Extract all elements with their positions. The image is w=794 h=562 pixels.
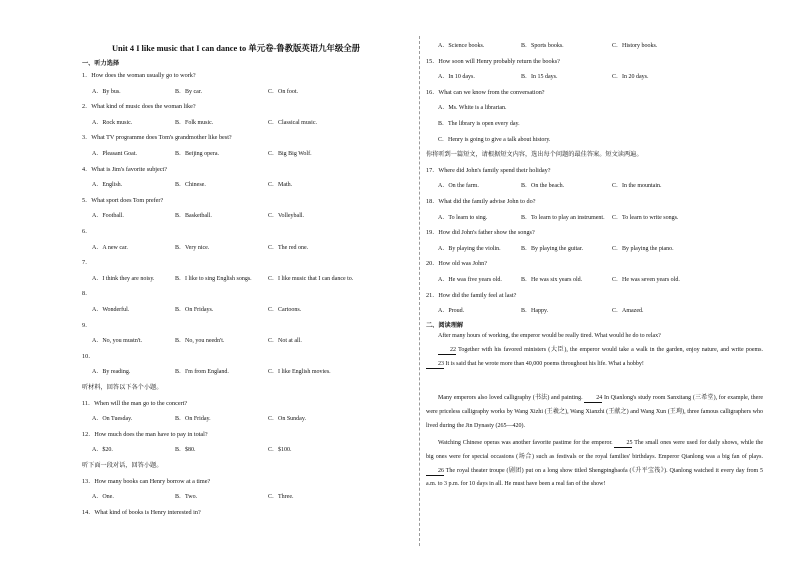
answer-option: A．Wonderful. bbox=[92, 307, 130, 313]
question-text: 19．How did John's father show the songs? bbox=[426, 229, 535, 237]
passage-p4c: The royal theater troupe (剧团) put on a long show titled Shengpingbaofa (《升平宝筏》). Qianlong watched it every day from 5 a.m. to 3 p.m. for 10 days in all. He must have been a real fan of the show! bbox=[426, 467, 763, 488]
question-text: 17．Where did John's family spend their holiday? bbox=[426, 166, 551, 174]
answer-option: A．On Tuesday. bbox=[92, 416, 133, 423]
answer-option: C．$100. bbox=[268, 447, 292, 454]
question-text: 16．What can we know from the conversation? bbox=[426, 88, 545, 96]
passage-p3a: Many emperors also loved calligraphy (书法) and painting. bbox=[438, 395, 585, 401]
answer-option: A．Rock music. bbox=[92, 119, 133, 126]
answer-option: A．By playing the violin. bbox=[438, 245, 501, 252]
instruction-text: 你将听到一篇短文，请根据短文内容，选出每个问题的最佳答案。短文读两遍。 bbox=[426, 151, 643, 159]
answer-option: C．Amazed. bbox=[612, 308, 644, 315]
instruction-text: 听材料，回答以下各个小题。 bbox=[82, 384, 163, 391]
answer-option: C．In 20 days. bbox=[612, 74, 649, 81]
answer-option: C．On Sunday. bbox=[268, 416, 306, 423]
answer-option: A．Pleasant Goat. bbox=[92, 151, 137, 157]
answer-option: A．No, you mustn't. bbox=[92, 338, 143, 345]
answer-option: C．On foot. bbox=[268, 88, 299, 95]
question-text: 12．How much does the man have to pay in total? bbox=[82, 430, 208, 438]
passage-p3 bbox=[426, 392, 763, 433]
question-text: 6． bbox=[82, 228, 92, 235]
answer-option: A．Ms. White is a librarian. bbox=[438, 105, 507, 112]
question-text: 2．What kind of music does the woman like? bbox=[82, 103, 196, 111]
answer-option: A．$20. bbox=[92, 447, 113, 454]
question-text: 9． bbox=[82, 321, 92, 329]
answer-option: C．The red one. bbox=[268, 244, 309, 251]
answer-option: A．He was five years old. bbox=[438, 277, 502, 283]
passage-p4b: The small ones were used for daily shows, while the big ones were for special occasions (场合) such as festivals or the royal families' birthdays. Emperor Qianlong was a big fan of plays. bbox=[426, 440, 763, 460]
answer-option: A．By reading. bbox=[92, 369, 131, 376]
question-text: 3．What TV programme does Tom's grandmother like best? bbox=[82, 134, 232, 142]
answer-option: B．I'm from England. bbox=[175, 369, 229, 376]
question-text: 7． bbox=[82, 259, 92, 267]
answer-option: B．Two. bbox=[175, 494, 198, 501]
question-text: 11．When will the man go to the concert? bbox=[82, 399, 188, 407]
answer-option: B．Beijing opera. bbox=[175, 151, 219, 157]
answer-option: C．Math. bbox=[268, 182, 293, 189]
blank-25: 25 bbox=[614, 440, 632, 448]
passage-p1-text: After many hours of working, the emperor would be really tired. What would he do to relax? bbox=[438, 333, 661, 339]
answer-option: C．By playing the piano. bbox=[612, 245, 674, 252]
blank-26: 26 bbox=[426, 468, 444, 476]
question-text: 14．What kind of books is Henry interested in? bbox=[82, 508, 201, 516]
answer-option: C．He was seven years old. bbox=[612, 277, 680, 283]
question-text: 18．What did the family advise John to do? bbox=[426, 198, 536, 205]
answer-option: C．Volleyball. bbox=[268, 213, 305, 220]
answer-option: A．I think they are noisy. bbox=[92, 275, 155, 282]
passage-p4a: Watching Chinese operas was another favorite pastime for the emperor. bbox=[438, 440, 615, 446]
answer-option: C．I like English movies. bbox=[268, 369, 331, 376]
answer-option: C．Big Big Wolf. bbox=[268, 151, 312, 157]
question-text: 15．How soon will Henry probably return the books? bbox=[426, 57, 560, 65]
passage-p4 bbox=[426, 437, 763, 492]
answer-option: B．Happy. bbox=[521, 308, 549, 315]
answer-option: C．Classical music. bbox=[268, 119, 317, 126]
passage-p2a: Together with his favored ministers (大臣), the emperor would take a walk in the garden, enjoy nature, and write poems. bbox=[456, 347, 763, 353]
question-text: 10． bbox=[82, 352, 95, 360]
answer-option: A．Football. bbox=[92, 213, 124, 220]
question-text: 21．How did the family feel at last? bbox=[426, 291, 517, 299]
question-text: 4．What is Jim's favorite subject? bbox=[82, 165, 167, 173]
question-text: 20．How old was John? bbox=[426, 260, 488, 268]
answer-option: C．Three. bbox=[268, 494, 294, 501]
section-heading-listening: 一、听力选择 bbox=[82, 60, 120, 67]
blank-23: 23 bbox=[426, 361, 444, 369]
answer-option: C．Not at all. bbox=[268, 338, 302, 345]
answer-option: B．He was six years old. bbox=[521, 277, 583, 283]
answer-option: A．On the farm. bbox=[438, 183, 479, 190]
blank-22: 22 bbox=[438, 347, 456, 355]
passage-p3b: In Qianlong's study room Sanxitang (三希堂), for example, there were priceless calligraphy works by Wang Xizhi (王羲之), Wang Xianzhi (王献之) and Wang Xun (王珣), three famous calligraphers who lived during the Jin Dynasty (265—420). bbox=[426, 395, 763, 429]
answer-option: B．Folk music. bbox=[175, 119, 214, 126]
answer-option: B．Sports books. bbox=[521, 43, 564, 49]
blank-24: 24 bbox=[584, 395, 602, 403]
column-divider bbox=[419, 36, 420, 546]
question-text: 5．What sport does Tom prefer? bbox=[82, 196, 164, 204]
answer-option: A．English. bbox=[92, 182, 123, 189]
answer-option: C．Henry is going to give a talk about history. bbox=[438, 136, 551, 143]
question-text: 1．How does the woman usually go to work? bbox=[82, 72, 196, 79]
answer-option: C．To learn to write songs. bbox=[612, 214, 679, 221]
answer-option: B．By playing the guitar. bbox=[521, 245, 583, 252]
answer-option: B．Basketball. bbox=[175, 213, 212, 220]
passage-p2 bbox=[426, 344, 763, 372]
answer-option: B．Chinese. bbox=[175, 182, 206, 189]
section-heading-reading: 二、阅读理解 bbox=[426, 322, 464, 329]
passage-p2b: It is said that he wrote more than 40,000 poems throughout his life. What a hobby! bbox=[444, 360, 644, 367]
answer-option: C．In the mountain. bbox=[612, 183, 662, 190]
answer-option: B．To learn to play an instrument. bbox=[521, 214, 605, 221]
answer-option: B．The library is open every day. bbox=[438, 121, 520, 127]
answer-option: A．A new car. bbox=[92, 244, 128, 251]
answer-option: A．Science books. bbox=[438, 43, 485, 49]
answer-option: B．On Friday. bbox=[175, 416, 211, 423]
answer-option: B．By car. bbox=[175, 88, 202, 95]
question-text: 8． bbox=[82, 290, 92, 298]
answer-option: B．On the beach. bbox=[521, 183, 565, 190]
answer-option: A．In 10 days. bbox=[438, 74, 475, 81]
answer-option: C．I like music that I can dance to. bbox=[268, 275, 354, 282]
answer-option: B．On Fridays. bbox=[175, 307, 214, 313]
instruction-text: 听下面一段对话，回答小题。 bbox=[82, 462, 163, 469]
answer-option: B．$80. bbox=[175, 447, 196, 454]
answer-option: C．Cartoons. bbox=[268, 307, 302, 313]
answer-option: B．Very nice. bbox=[175, 244, 210, 251]
passage-p1 bbox=[438, 330, 763, 344]
answer-option: A．To learn to sing. bbox=[438, 214, 488, 221]
question-text: 13．How many books can Henry borrow at a time? bbox=[82, 477, 211, 485]
answer-option: B．I like to sing English songs. bbox=[175, 275, 252, 282]
answer-option: B．In 15 days. bbox=[521, 74, 558, 81]
answer-option: B．No, you needn't. bbox=[175, 338, 225, 345]
answer-option: A．One. bbox=[92, 494, 114, 501]
answer-option: C．History books. bbox=[612, 43, 658, 49]
answer-option: A．Proud. bbox=[438, 308, 465, 315]
answer-option: A．By bus. bbox=[92, 88, 121, 95]
page-title: Unit 4 I like music that I can dance to 单元卷-鲁教版英语九年级全册 bbox=[112, 44, 360, 53]
